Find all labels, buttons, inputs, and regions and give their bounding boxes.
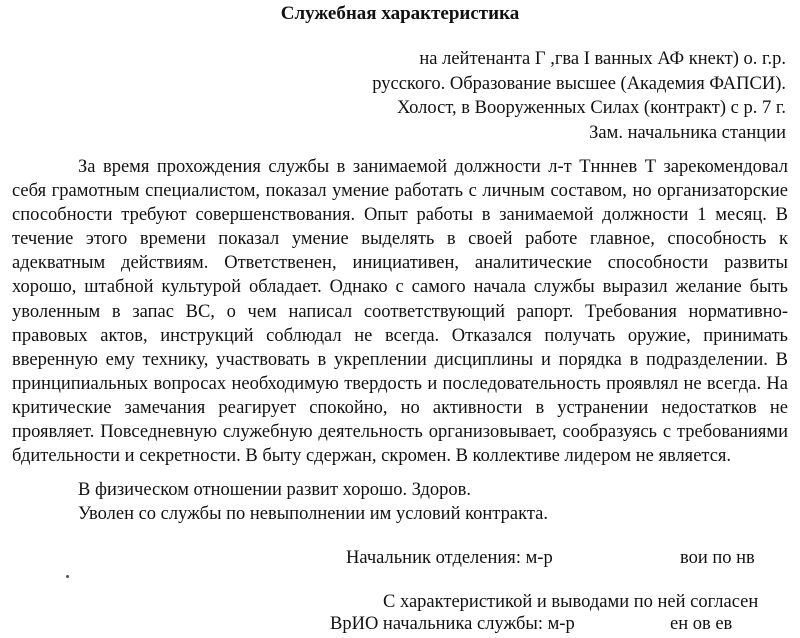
chief-signature-label: Начальник отделения: м-р — [346, 548, 553, 568]
document-title: Служебная характеристика — [280, 3, 520, 24]
header-education-line: русского. Образование высшее (Академия ФАПСИ). — [372, 73, 786, 94]
vrio-signature-label: ВрИО начальника службы: м-р — [330, 614, 575, 634]
header-rank-line: на лейтенанта Г ,гва I ванных АФ кнект) о. г.р. — [419, 49, 786, 69]
vrio-signature-name: ен ов ев — [670, 614, 733, 634]
chief-signature-name: вои по нв — [680, 548, 755, 568]
header-service-line: Холост, в Вооруженных Силах (контракт) с р. 7 г. — [396, 98, 786, 118]
scan-speck — [66, 575, 69, 578]
agreement-statement: С характеристикой и выводами по ней согласен — [383, 592, 759, 612]
characteristic-body-paragraph: За время прохождения службы в занимаемой должности л-т Тнннев Т зарекомендовал себя грамотным специалистом, показал умение работать с личным составом, но организаторские способности требуют совершенствования. Опыт работы в занимаемой должности 1 месяц. В течение этого времени показал умение выделять в своей работе главное, способность к адекватным действиям. Ответственен, инициативен, аналитические способности развиты хорошо, штабной культурой обладает. Однако с самого начала службы выразил желание быть уволенным в запас ВС, о чем написал соответствующий рапорт. Требования нормативно-правовых актов, инструкций соблюдал не всегда. Отказался получать оружие, принимать вверенную ему технику, участвовать в укреплении дисциплины и порядка в подразделении. В принципиальных вопросах необходимую твердость и последовательность проявлял не всегда. На критические замечания реагирует спокойно, но активности в устранении недостатков не проявляет. Повседневную служебную деятельность организовывает, сообразуясь с требованиями бдительности и секретности. В быту сдержан, скромен. В коллективе лидером не является. — [12, 157, 788, 467]
header-position-line: Зам. начальника станции — [589, 122, 786, 143]
dismissal-paragraph: Уволен со службы по невыполнении им условий контракта. — [78, 504, 548, 524]
header-block — [226, 47, 786, 145]
physical-condition-paragraph: В физическом отношении развит хорошо. Здоров. — [78, 480, 472, 500]
